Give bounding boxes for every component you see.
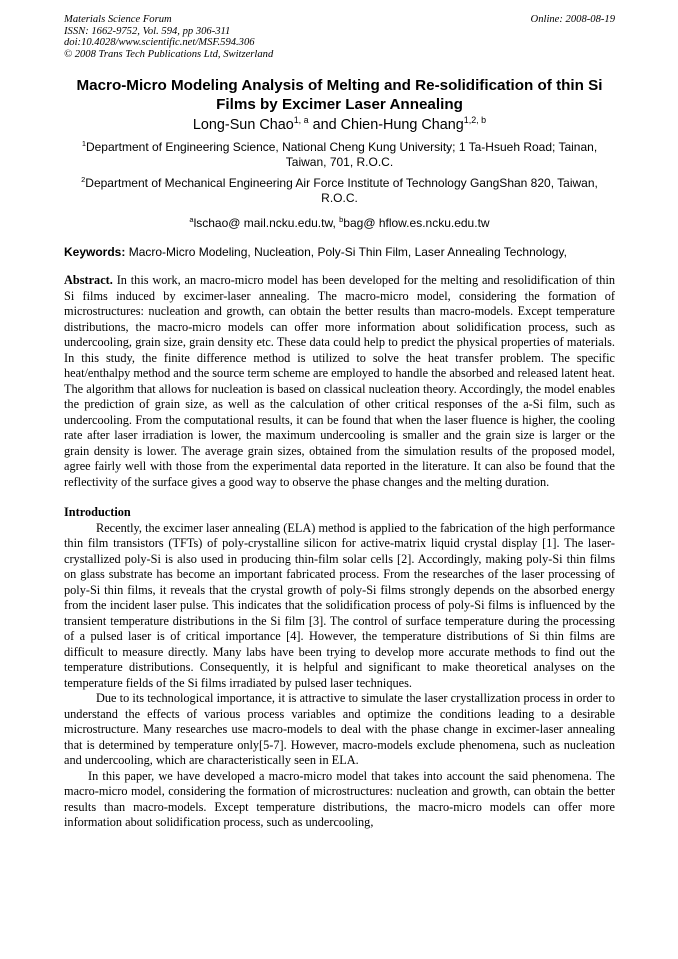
affiliation-2-text: Department of Mechanical Engineering Air Force Institute of Technology GangShan 820, Taiwan, R.O.C.: [85, 176, 598, 206]
email-a-mark: a: [189, 215, 194, 225]
journal-name: Materials Science Forum: [64, 14, 172, 25]
paper-page: [64, 14, 615, 831]
abstract-label: Abstract.: [64, 273, 113, 288]
author-1: Long-Sun Chao: [192, 117, 294, 134]
abstract-text: In this work, an macro-micro model has been developed for the melting and resolidification of thin Si films induced by excimer-laser annealing. The macro-micro model, considering the formation of microstructures: nucleation and growth, can obtain the better results than macro-models. Except temperature distributions, the macro-micro models can offer more information about solidification process, such as undercooling, grain size, grain density etc. These data could help to predict the physical properties of materials. In this study, the finite difference method is utilized to solve the heat transfer problem. The specific heat/enthalpy method and the source term scheme are employed to handle the absorbed and released latent heat. The algorithm that allows for nucleation is based on classical nucleation theory. Accordingly, the model enables the prediction of grain size, as well as the calculation of other critical responses of the a-Si film, such as undercooling. From the computational results, it can be found that when the laser fluence is higher, the cooling rate after laser irradiation is lower, the maximum undercooling is smaller and the grain size is larger or the grain density is lower. The average grain sizes, obtained from the simulation results of the proposed model, agree fairly well with those from the experimental data reported in the literature. It can also be found that the reflectivity of the surface gives a good way to observe the phase changes and the melting duration.: [64, 273, 616, 489]
email-b-mark: b: [339, 215, 344, 225]
doi-line: doi:10.4028/www.scientific.net/MSF.594.306: [64, 37, 255, 49]
email-b: bag@ hflow.es.ncku.edu.tw: [343, 216, 490, 231]
paper-title: Macro-Micro Modeling Analysis of Melting and Re-solidification of thin Si Films by Excimer Laser Annealing: [76, 77, 603, 114]
author-2-affiliation-mark: 1,2, b: [463, 115, 487, 126]
affiliation-2-mark: 2: [81, 175, 86, 185]
affiliation-1-mark: 1: [81, 139, 86, 149]
author-1-affiliation-mark: 1, a: [293, 115, 309, 126]
affiliation-2: [64, 176, 615, 206]
keywords-label: Keywords:: [64, 245, 126, 260]
affiliation-1-text: Department of Engineering Science, National Cheng Kung University; 1 Ta-Hsueh Road; Tainan, Taiwan, 701, R.O.C.: [85, 140, 598, 170]
copyright-line: © 2008 Trans Tech Publications Ltd, Switzerland: [64, 48, 274, 60]
intro-paragraph-1: Recently, the excimer laser annealing (ELA) method is applied to the fabrication of the high performance thin film transistors (TFTs) of poly-crystalline silicon for active-matrix liquid crystal display [1]. The laser-crystallized poly-Si is also used in producing thin-film solar cells [2]. Accordingly, making poly-Si thin films on glass substrate has become an important fabricated process. From the researches of the laser processing of poly-Si thin films, it reveals that the crystal growth of poly-Si films strongly depends on the absorbed energy from the incident laser pulse. This indicates that the solidification process of poly-Si films is influenced by the transient temperature distributions in the Si film [3]. The control of surface temperature during the processing of a pulsed laser is of critical importance [4]. However, the temperature distributions of Si thin films are difficult to measure directly. Many labs have been trying to develop more accurate methods to find out the temperature distributions. Consequently, it is helpful and significant to make theoretical analyses on the temperature fields of the Si films irradiated by pulsed laser techniques.: [64, 520, 615, 690]
publication-header: [64, 14, 615, 60]
author-2: Chien-Hung Chang: [340, 117, 464, 134]
keywords-text: Macro-Micro Modeling, Nucleation, Poly-Si Thin Film, Laser Annealing Technology,: [128, 245, 567, 260]
introduction-heading: Introduction: [64, 505, 131, 520]
email-a: lschao@ mail.ncku.edu.tw,: [193, 216, 336, 231]
intro-paragraph-3: In this paper, we have developed a macro-micro model that takes into account the said phenomena. The macro-micro model, considering the formation of microstructures: nucleation and growth, can obtain the better results than macro-models. Except temperature distributions, the macro-micro models can offer more information about solidification process, such as undercooling,: [64, 768, 615, 830]
author-line: [64, 116, 615, 134]
intro-paragraph-2: Due to its technological importance, it is attractive to simulate the laser crystallization process in order to understand the effects of various process variables and optimize the conditions leading to a desirable microstructure. Many researches use macro-models to deal with the phase change in excimer-laser annealing that is determined by temperature only[5-7]. However, macro-models exclude phenomena, such as nucleation and undercooling, which are characteristically seen in ELA.: [64, 691, 615, 768]
author-conjunction: and: [312, 117, 337, 134]
issn-line: ISSN: 1662-9752, Vol. 594, pp 306-311: [64, 25, 231, 37]
author-emails: [64, 216, 615, 231]
online-date: Online: 2008-08-19: [530, 14, 615, 25]
keywords: [64, 245, 615, 260]
abstract: [64, 273, 615, 490]
affiliation-1: [64, 140, 615, 170]
